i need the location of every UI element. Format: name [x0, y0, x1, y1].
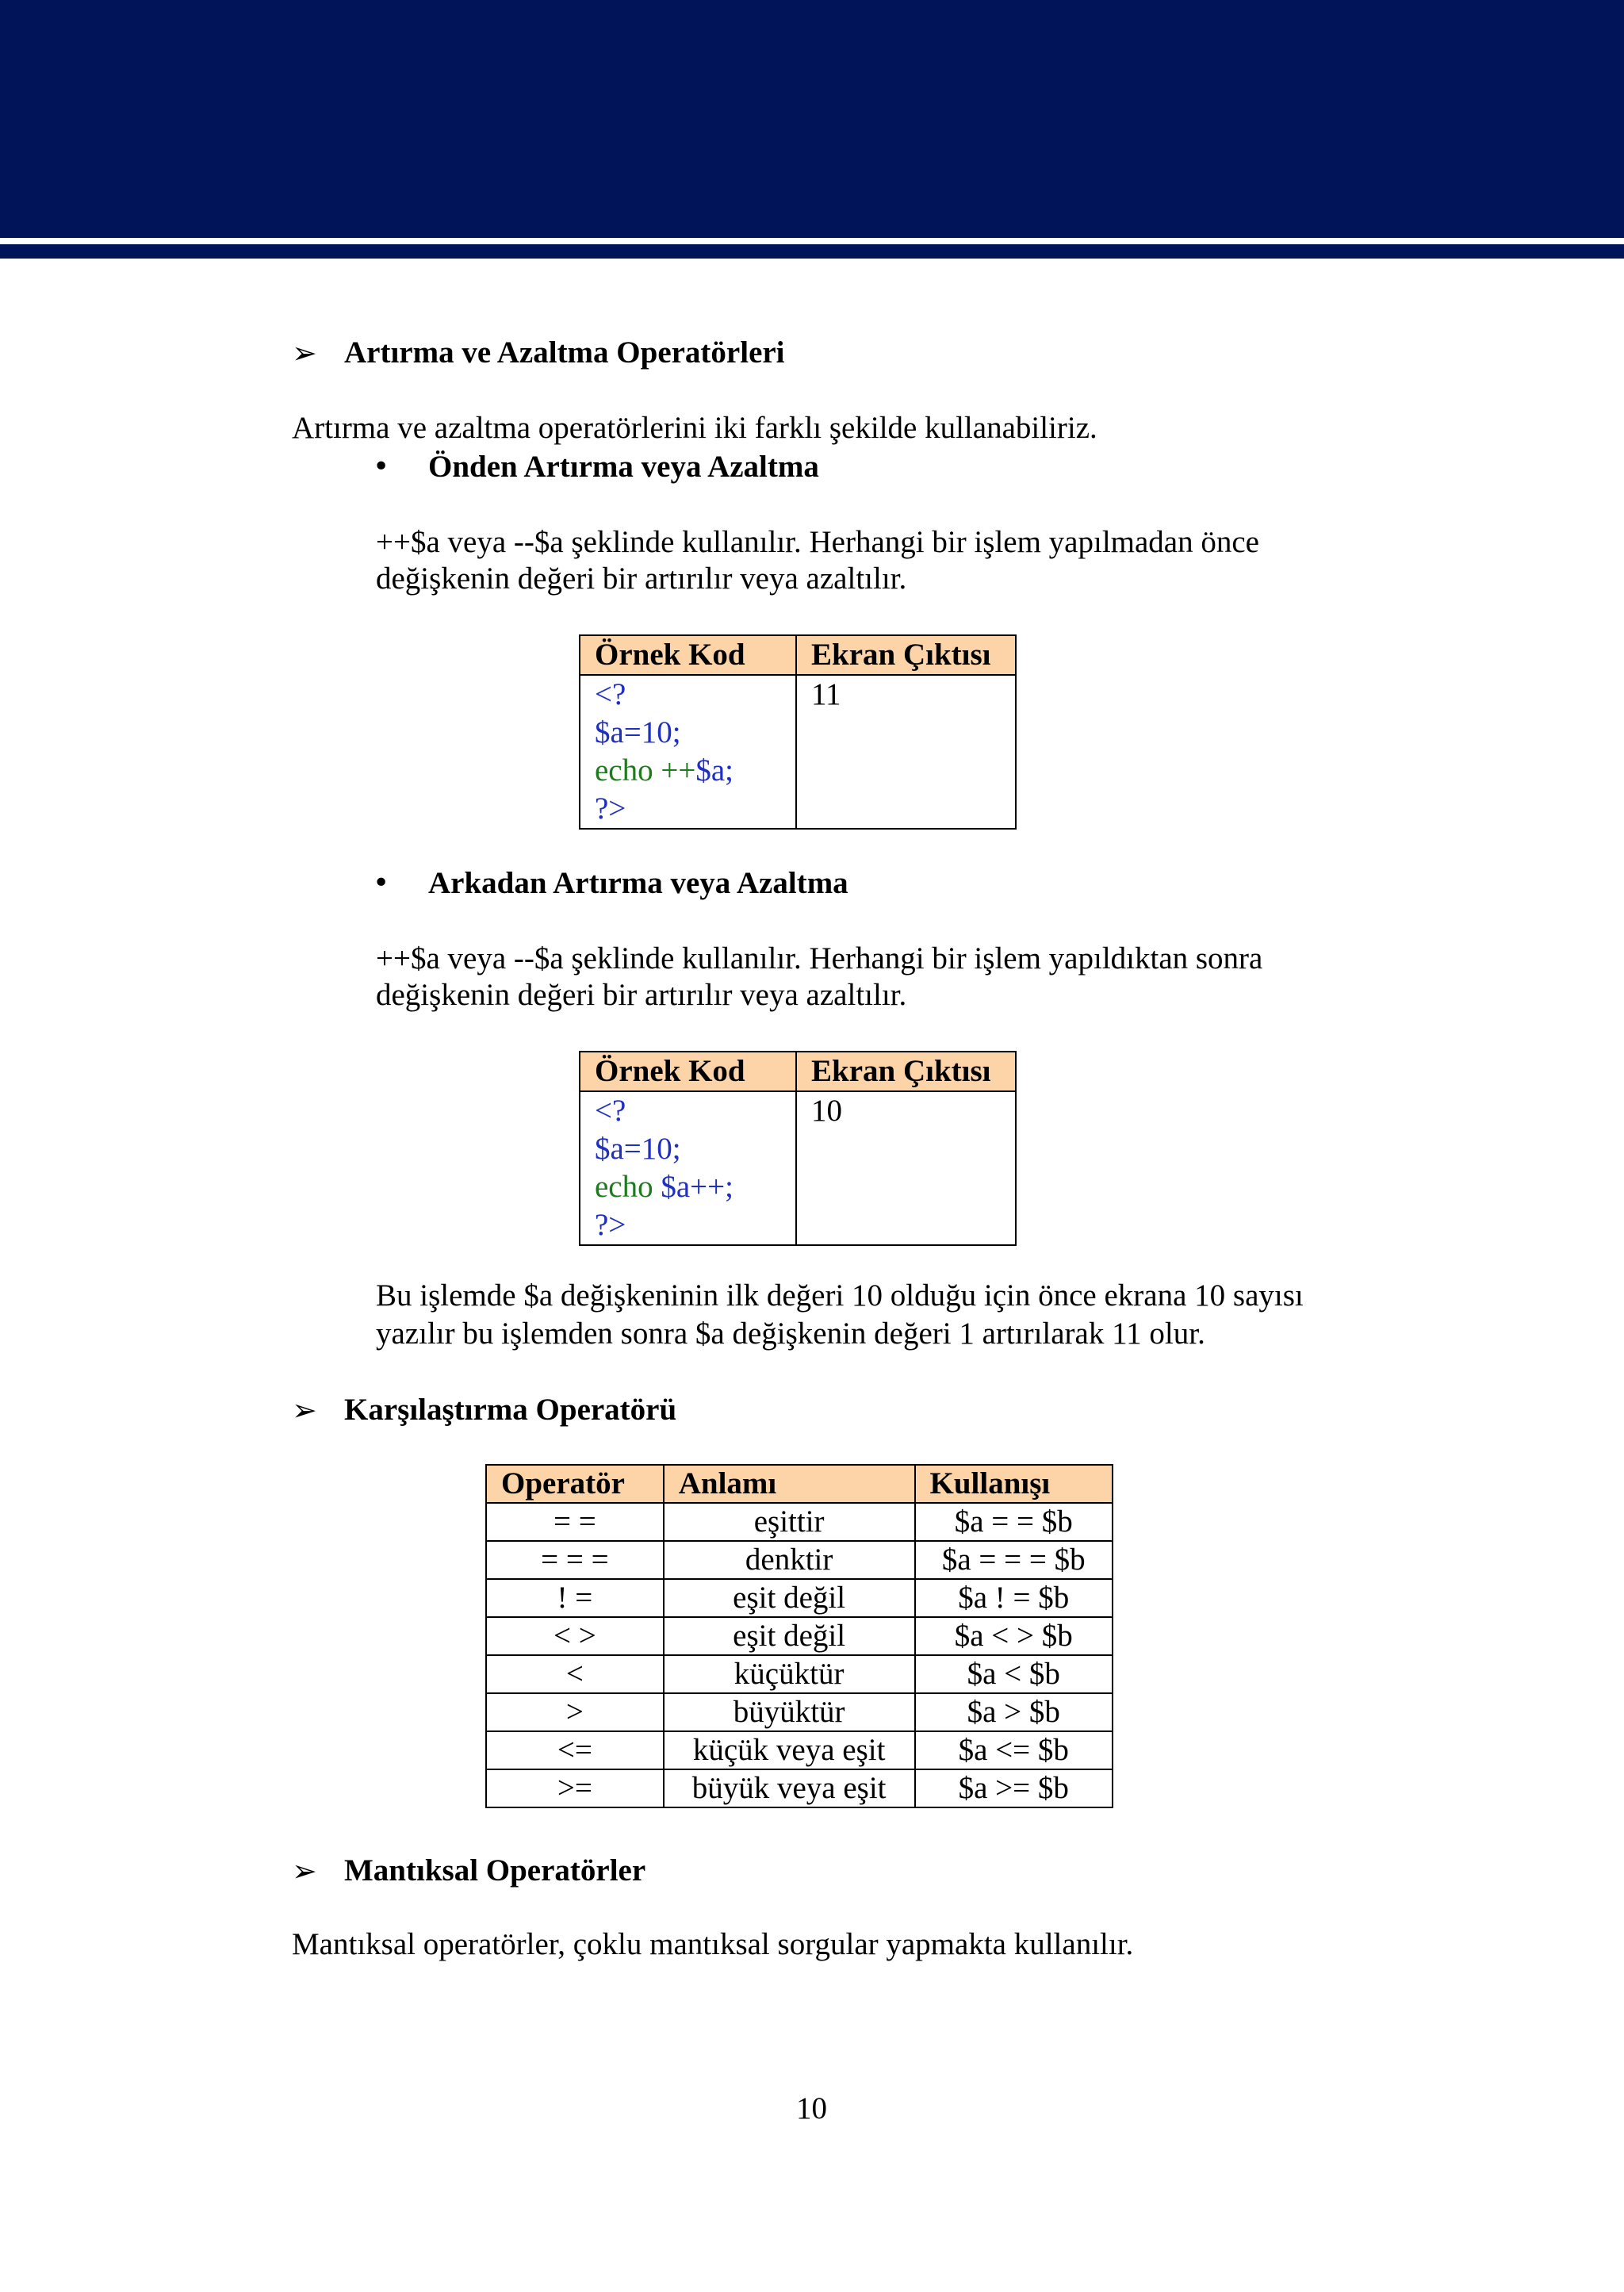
- table-header-meaning: Anlamı: [664, 1465, 915, 1503]
- bullet-icon: •: [373, 450, 390, 483]
- usage-cell: $a <= $b: [915, 1731, 1113, 1769]
- usage-cell: $a > $b: [915, 1693, 1113, 1731]
- code-cell: [580, 1091, 796, 1245]
- code-keyword: echo: [595, 1170, 661, 1204]
- postfix-desc-line2: değişkenin değeri bir artırılır veya azaltılır.: [376, 978, 907, 1012]
- header-banner: [0, 0, 1624, 238]
- table-header-code: Örnek Kod: [580, 635, 796, 675]
- section-marker-icon: ➢: [292, 1853, 317, 1888]
- postfix-desc-line1: ++$a veya --$a şeklinde kullanılır. Herhangi bir işlem yapıldıktan sonra: [376, 941, 1263, 975]
- operator-cell: <: [486, 1655, 664, 1693]
- code-variable: $a++;: [661, 1170, 734, 1204]
- usage-cell: $a ! = $b: [915, 1579, 1113, 1617]
- table-header-code: Örnek Kod: [580, 1052, 796, 1091]
- table-row: [486, 1617, 1113, 1655]
- code-cell: [580, 675, 796, 829]
- meaning-cell: küçüktür: [664, 1655, 915, 1693]
- section-title-increment: Artırma ve Azaltma Operatörleri: [344, 335, 785, 370]
- postfix-explanation-line1: Bu işlemde $a değişkeninin ilk değeri 10 olduğu için önce ekrana 10 sayısı: [376, 1278, 1304, 1313]
- section-title-comparison: Karşılaştırma Operatörü: [344, 1393, 677, 1427]
- header-stripe-white: [0, 238, 1624, 244]
- table-row: [486, 1731, 1113, 1769]
- table-row: [486, 1769, 1113, 1807]
- code-line: [595, 1168, 781, 1206]
- table-row: [486, 1541, 1113, 1579]
- subsection-title-prefix: Önden Artırma veya Azaltma: [428, 450, 819, 484]
- meaning-cell: eşit değil: [664, 1579, 915, 1617]
- prefix-example-table: [579, 634, 1017, 830]
- usage-cell: $a = = $b: [915, 1503, 1113, 1541]
- section-marker-icon: ➢: [292, 335, 317, 370]
- header-stripe-blue: [0, 244, 1624, 259]
- page-number: 10: [796, 2091, 827, 2125]
- subsection-title-postfix: Arkadan Artırma veya Azaltma: [428, 866, 848, 900]
- table-header-output: Ekran Çıktısı: [796, 1052, 1016, 1091]
- comparison-operators-table: [485, 1464, 1113, 1808]
- postfix-example-table: [579, 1051, 1017, 1246]
- code-line: [595, 752, 781, 790]
- operator-cell: < >: [486, 1617, 664, 1655]
- bullet-icon: •: [373, 867, 390, 899]
- code-line: <?: [595, 1094, 626, 1128]
- postfix-explanation-line2: yazılır bu işlemden sonra $a değişkenin değeri 1 artırılarak 11 olur.: [376, 1317, 1205, 1351]
- meaning-cell: büyük veya eşit: [664, 1769, 915, 1807]
- operator-cell: >: [486, 1693, 664, 1731]
- table-row: [486, 1693, 1113, 1731]
- table-header-output: Ekran Çıktısı: [796, 635, 1016, 675]
- table-header-row: [486, 1465, 1113, 1503]
- operator-cell: <=: [486, 1731, 664, 1769]
- code-line: $a=10;: [595, 1132, 681, 1166]
- meaning-cell: büyüktür: [664, 1693, 915, 1731]
- code-line: <?: [595, 677, 626, 711]
- code-line: $a=10;: [595, 715, 681, 749]
- section-title-logical: Mantıksal Operatörler: [344, 1853, 646, 1888]
- meaning-cell: küçük veya eşit: [664, 1731, 915, 1769]
- section-marker-icon: ➢: [292, 1393, 317, 1428]
- operator-cell: ! =: [486, 1579, 664, 1617]
- usage-cell: $a < $b: [915, 1655, 1113, 1693]
- code-keyword: echo ++: [595, 753, 696, 788]
- meaning-cell: denktir: [664, 1541, 915, 1579]
- increment-intro: Artırma ve azaltma operatörlerini iki farklı şekilde kullanabiliriz.: [292, 411, 1097, 445]
- code-line: ?>: [595, 1208, 626, 1242]
- output-cell: 10: [796, 1091, 1016, 1245]
- operator-cell: = = =: [486, 1541, 664, 1579]
- table-header-operator: Operatör: [486, 1465, 664, 1503]
- usage-cell: $a < > $b: [915, 1617, 1113, 1655]
- operator-cell: = =: [486, 1503, 664, 1541]
- table-row: [486, 1503, 1113, 1541]
- logical-intro: Mantıksal operatörler, çoklu mantıksal sorgular yapmakta kullanılır.: [292, 1927, 1134, 1961]
- usage-cell: $a >= $b: [915, 1769, 1113, 1807]
- prefix-desc-line1: ++$a veya --$a şeklinde kullanılır. Herhangi bir işlem yapılmadan önce: [376, 525, 1259, 559]
- table-row: [486, 1655, 1113, 1693]
- code-variable: $a;: [695, 753, 734, 788]
- operator-cell: >=: [486, 1769, 664, 1807]
- code-line: ?>: [595, 791, 626, 826]
- meaning-cell: eşittir: [664, 1503, 915, 1541]
- table-header-usage: Kullanışı: [915, 1465, 1113, 1503]
- usage-cell: $a = = = $b: [915, 1541, 1113, 1579]
- table-row: [486, 1579, 1113, 1617]
- meaning-cell: eşit değil: [664, 1617, 915, 1655]
- output-cell: 11: [796, 675, 1016, 829]
- prefix-desc-line2: değişkenin değeri bir artırılır veya azaltılır.: [376, 562, 907, 596]
